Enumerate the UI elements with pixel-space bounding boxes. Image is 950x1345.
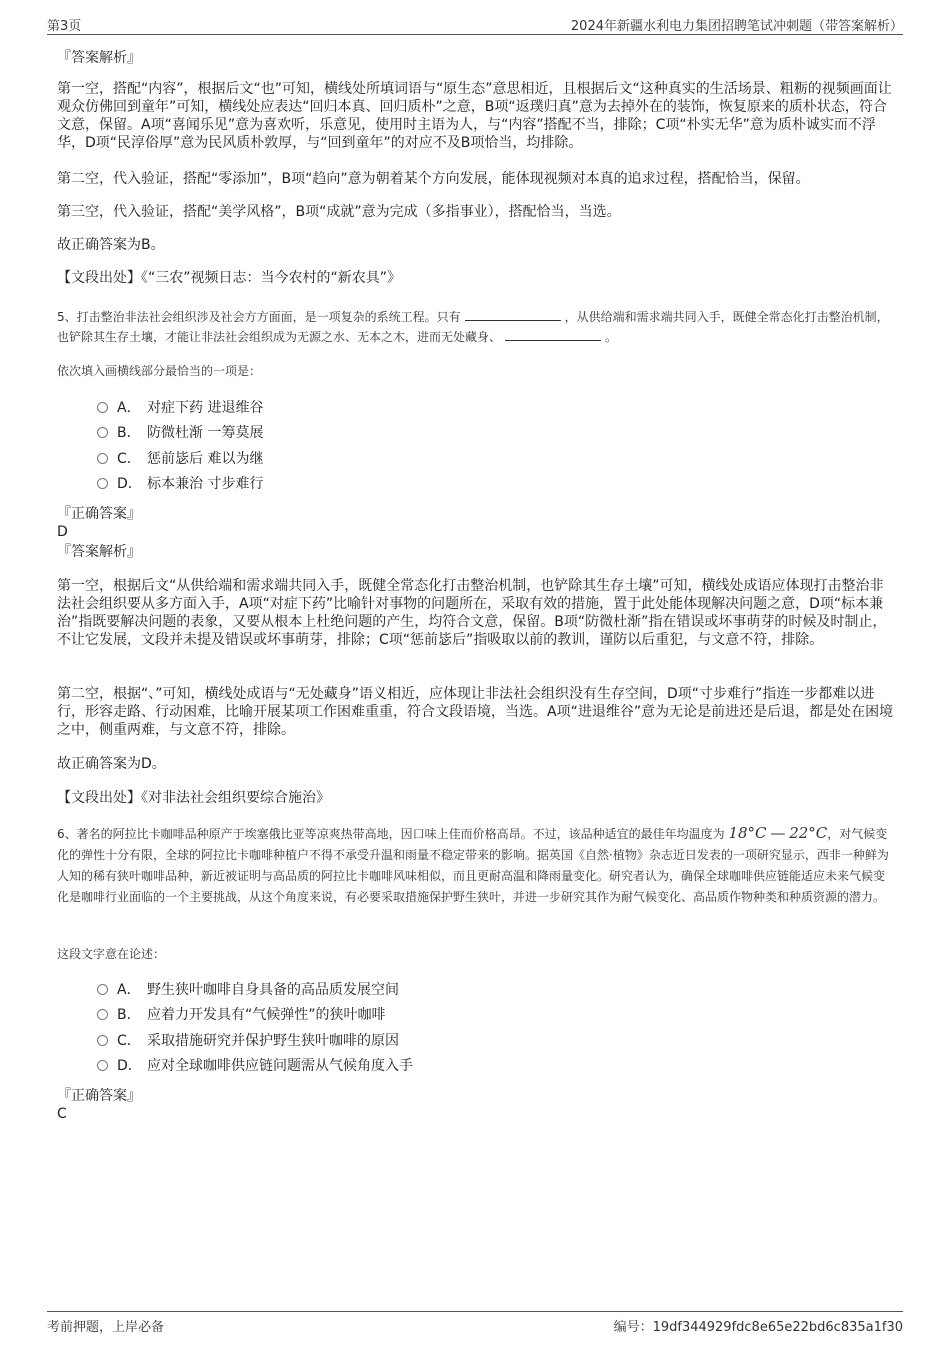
- radio-icon[interactable]: [97, 984, 108, 995]
- page-number: 第3页: [47, 19, 82, 34]
- page-footer: [47, 1311, 903, 1335]
- stem-text: ，对气候变化的弹性十分有限，全球的阿拉比卡咖啡种植户不得不承受升温和雨量不稳定带来的影响。据英国《自然·植物》杂志近日发表的一项研究显示，西非一种鲜为人知的稀有狭叶咖啡品种，新近被证明与高品质的阿拉比卡咖啡风味相似，而且更耐高温和降雨量变化。研究者认为，确保全球咖啡供应链能适应未来气候变化是咖啡行业面临的一个主要挑战，从这个角度来说，有必要采取措施保护野生狭叶，并进一步研究其作为耐气候变化、高品质作物种类和种质资源的潜力。: [57, 827, 889, 904]
- analysis-paragraph: 第一空，搭配“内容”，根据后文“也”可知，横线处所填词语与“原生态”意思相近，且根据后文“这种真实的生活场景、粗粝的视频画面让观众仿佛回到童年”可知，横线处应表达“回归本真、回归质朴”之意，B项“返璞归真”意为去掉外在的装饰，恢复原来的质朴状态，符合文意，保留。A项“喜闻乐见”意为喜欢听，乐意见，使用时主语为人，与“内容”搭配不当，排除；C项“朴实无华”意为质朴诚实而不浮华，D项“民淳俗厚”意为民风质朴敦厚，与“回到童年”的对应不及B项恰当，均排除。: [57, 81, 892, 151]
- answer-label: 『正确答案』: [57, 506, 141, 522]
- footer-slogan: 考前押题，上岸必备: [47, 1320, 165, 1335]
- option-b[interactable]: B． 应着力开发具有“气候弹性”的狭叶咖啡: [97, 1006, 386, 1024]
- analysis-label: 『答案解析』: [57, 50, 141, 66]
- question-prompt: 依次填入画横线部分最恰当的一项是：: [57, 364, 262, 378]
- correct-answer: C: [57, 1106, 67, 1122]
- correct-answer: D: [57, 524, 68, 540]
- analysis-label: 『答案解析』: [57, 544, 141, 560]
- analysis-paragraph: 第二空，根据“、”可知，横线处成语与“无处藏身”语义相近，应体现让非法社会组织没有生存空间，D项“寸步难行”指连一步都难以进行，形容走路、行动困难，比喻开展某项工作困难重重，符合文段语境，当选。A项“进退维谷”意为无论是前进还是后退，都是处在困境之中，侧重两难，与文意不符，排除。: [57, 686, 894, 738]
- analysis-paragraph: 第二空，代入验证，搭配“零添加”，B项“趋向”意为朝着某个方向发展，能体现视频对本真的追求过程，搭配恰当，保留。: [57, 171, 810, 187]
- temperature-low: 18°C: [728, 824, 767, 842]
- analysis-paragraph: 第三空，代入验证，搭配“美学风格”，B项“成就”意为完成（多指事业），搭配恰当，当选。: [57, 204, 621, 220]
- fill-blank: [505, 328, 601, 341]
- radio-icon[interactable]: [97, 453, 108, 464]
- radio-icon[interactable]: [97, 402, 108, 413]
- radio-icon[interactable]: [97, 427, 108, 438]
- source-note: 【文段出处】《对非法社会组织要综合施治》: [57, 790, 330, 806]
- stem-text: 5、打击整治非法社会组织涉及社会方方面面，是一项复杂的系统工程。只有: [57, 310, 461, 324]
- question-stem: [57, 823, 895, 908]
- option-d[interactable]: D． 标本兼治 寸步难行: [97, 475, 263, 493]
- question-prompt: 这段文字意在论述：: [57, 947, 166, 961]
- range-dash: —: [770, 824, 786, 842]
- option-a[interactable]: A． 对症下药 进退维谷: [97, 399, 263, 417]
- fill-blank: [465, 308, 561, 321]
- conclusion: 故正确答案为B。: [57, 237, 165, 253]
- stem-text: ，从供给端和需求端共同入手，既健全常态化打击整治机制，也铲除其生存土壤，才能让非法社会组织成为无源之水、无本之木，进而无处藏身、: [57, 310, 889, 344]
- temperature-high: 22°C: [789, 824, 828, 842]
- answer-label: 『正确答案』: [57, 1088, 141, 1104]
- option-c[interactable]: C． 惩前毖后 难以为继: [97, 450, 263, 468]
- stem-text: 。: [605, 330, 618, 344]
- radio-icon[interactable]: [97, 1035, 108, 1046]
- document-id: 编号：19df344929fdc8e65e22bd6c835a1f30: [613, 1320, 903, 1335]
- conclusion: 故正确答案为D。: [57, 756, 166, 772]
- document-title: 2024年新疆水利电力集团招聘笔试冲刺题（带答案解析）: [570, 19, 903, 34]
- radio-icon[interactable]: [97, 1009, 108, 1020]
- radio-icon[interactable]: [97, 478, 108, 489]
- page-header: [47, 14, 903, 35]
- question-stem: [57, 307, 895, 347]
- radio-icon[interactable]: [97, 1060, 108, 1071]
- option-c[interactable]: C． 采取措施研究并保护野生狭叶咖啡的原因: [97, 1032, 399, 1050]
- option-b[interactable]: B． 防微杜渐 一筹莫展: [97, 424, 263, 442]
- option-a[interactable]: A． 野生狭叶咖啡自身具备的高品质发展空间: [97, 981, 399, 999]
- analysis-paragraph: 第一空，根据后文“从供给端和需求端共同入手，既健全常态化打击整治机制，也铲除其生存土壤”可知，横线处成语应体现打击整治非法社会组织要从多方面入手，A项“对症下药”比喻针对事物的问题所在，采取有效的措施，置于此处能体现解决问题之意，D项“标本兼治”指既要解决问题的表象，又要从根本上杜绝问题的产生，均符合文意，保留。B项“防微杜渐”指在错误或坏事萌芽的时候及时制止，不让它发展，文段并未提及错误或坏事萌芽，排除；C项“惩前毖后”指吸取以前的教训，谨防以后重犯，与文意不符，排除。: [57, 578, 887, 648]
- source-note: 【文段出处】《“三农”视频日志：当今农村的“新农具”》: [57, 270, 402, 286]
- stem-text: 6、著名的阿拉比卡咖啡品种原产于埃塞俄比亚等凉爽热带高地，因口味上佳而价格高昂。不过，该品种适宜的最佳年均温度为: [57, 827, 725, 841]
- option-d[interactable]: D． 应对全球咖啡供应链问题需从气候角度入手: [97, 1057, 413, 1075]
